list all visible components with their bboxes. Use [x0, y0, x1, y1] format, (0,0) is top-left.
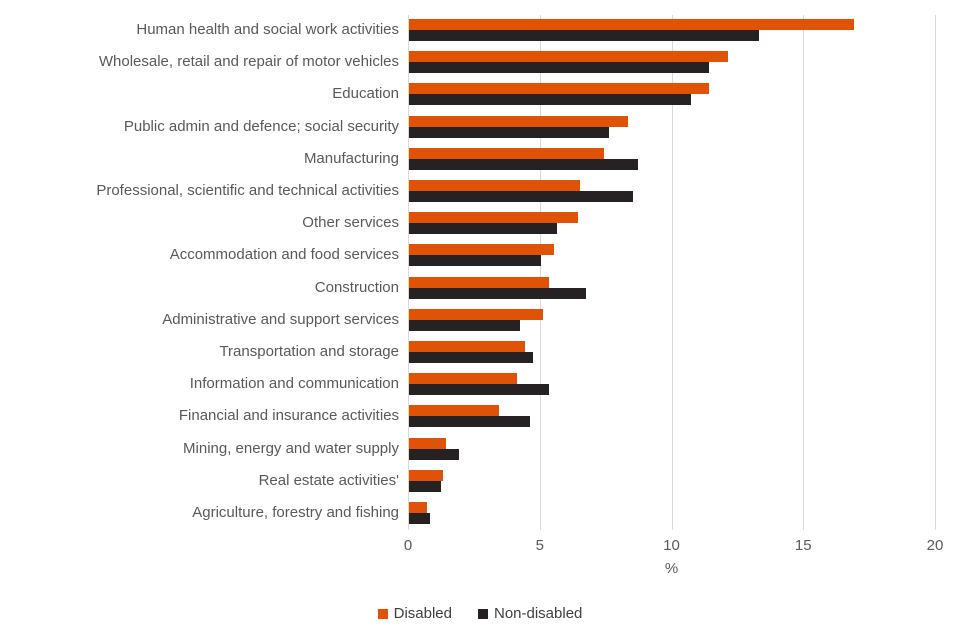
- category-label-row-13: Mining, energy and water supply: [183, 439, 399, 457]
- x-axis-tick-label-0: 0: [403, 537, 413, 554]
- bar-non-disabled-row-0: [409, 30, 759, 41]
- category-label-row-0: Human health and social work activities: [136, 21, 399, 38]
- category-label-row-9: Administrative and support services: [162, 310, 399, 328]
- bar-non-disabled-row-7: [409, 255, 541, 266]
- bar-disabled-row-1: [409, 51, 728, 62]
- bar-disabled-row-11: [409, 373, 517, 384]
- category-label-row-5: Professional, scientific and technical activities: [96, 182, 399, 199]
- bar-disabled-row-2: [409, 83, 709, 94]
- bar-non-disabled-row-1: [409, 62, 709, 73]
- bar-non-disabled-row-8: [409, 288, 586, 299]
- bar-disabled-row-15: [409, 502, 427, 513]
- bar-non-disabled-row-4: [409, 159, 638, 170]
- bar-disabled-row-0: [409, 19, 854, 30]
- legend-label-non-disabled: Non-disabled: [493, 605, 583, 622]
- bar-disabled-row-4: [409, 148, 604, 159]
- bar-non-disabled-row-14: [409, 481, 441, 492]
- category-label-row-10: Transportation and storage: [219, 343, 399, 360]
- bar-disabled-row-7: [409, 244, 554, 255]
- category-label-row-6: Other services: [302, 214, 399, 232]
- bar-non-disabled-row-11: [409, 384, 549, 395]
- bar-non-disabled-row-13: [409, 449, 459, 460]
- category-label-row-3: Public admin and defence; social security: [123, 117, 399, 135]
- x-axis-tick-label-10: 10: [663, 537, 680, 554]
- category-label-row-1: Wholesale, retail and repair of motor vehicles: [98, 53, 399, 71]
- bar-disabled-row-8: [409, 277, 549, 288]
- x-axis-tick-label-5: 5: [535, 537, 544, 554]
- bar-non-disabled-row-2: [409, 94, 691, 105]
- gridline-15: [803, 15, 804, 530]
- legend-label-disabled: Disabled: [393, 605, 452, 622]
- x-axis-unit-label: %: [664, 560, 679, 577]
- legend-swatch-disabled: [378, 609, 388, 619]
- gridline-20: [935, 15, 936, 530]
- bar-disabled-row-12: [409, 405, 499, 416]
- category-label-row-2: Education: [332, 85, 399, 103]
- category-label-row-12: Financial and insurance activities: [178, 407, 399, 425]
- bar-non-disabled-row-15: [409, 513, 430, 524]
- bar-non-disabled-row-10: [409, 352, 533, 363]
- bar-disabled-row-10: [409, 341, 525, 352]
- category-label-row-7: Accommodation and food services: [169, 246, 399, 264]
- category-label-row-14: Real estate activities': [258, 471, 399, 489]
- legend: [0, 605, 960, 622]
- x-axis-tick-label-20: 20: [926, 537, 944, 554]
- bar-disabled-row-9: [409, 309, 543, 320]
- legend-item-non-disabled: [478, 605, 582, 622]
- category-label-row-11: Information and communication: [189, 375, 399, 393]
- bar-non-disabled-row-12: [409, 416, 530, 427]
- legend-swatch-non-disabled: [478, 609, 488, 619]
- category-label-row-15: Agriculture, forestry and fishing: [192, 504, 399, 521]
- x-axis-tick-label-15: 15: [794, 537, 812, 554]
- bar-disabled-row-3: [409, 116, 628, 127]
- bar-disabled-row-6: [409, 212, 578, 223]
- bar-disabled-row-14: [409, 470, 443, 481]
- bar-disabled-row-13: [409, 438, 446, 449]
- category-label-row-4: Manufacturing: [303, 149, 399, 167]
- bar-non-disabled-row-5: [409, 191, 633, 202]
- bar-non-disabled-row-3: [409, 127, 609, 138]
- bar-non-disabled-row-9: [409, 320, 520, 331]
- bar-disabled-row-5: [409, 180, 580, 191]
- category-label-row-8: Construction: [314, 278, 399, 296]
- legend-item-disabled: [378, 605, 452, 622]
- bar-non-disabled-row-6: [409, 223, 557, 234]
